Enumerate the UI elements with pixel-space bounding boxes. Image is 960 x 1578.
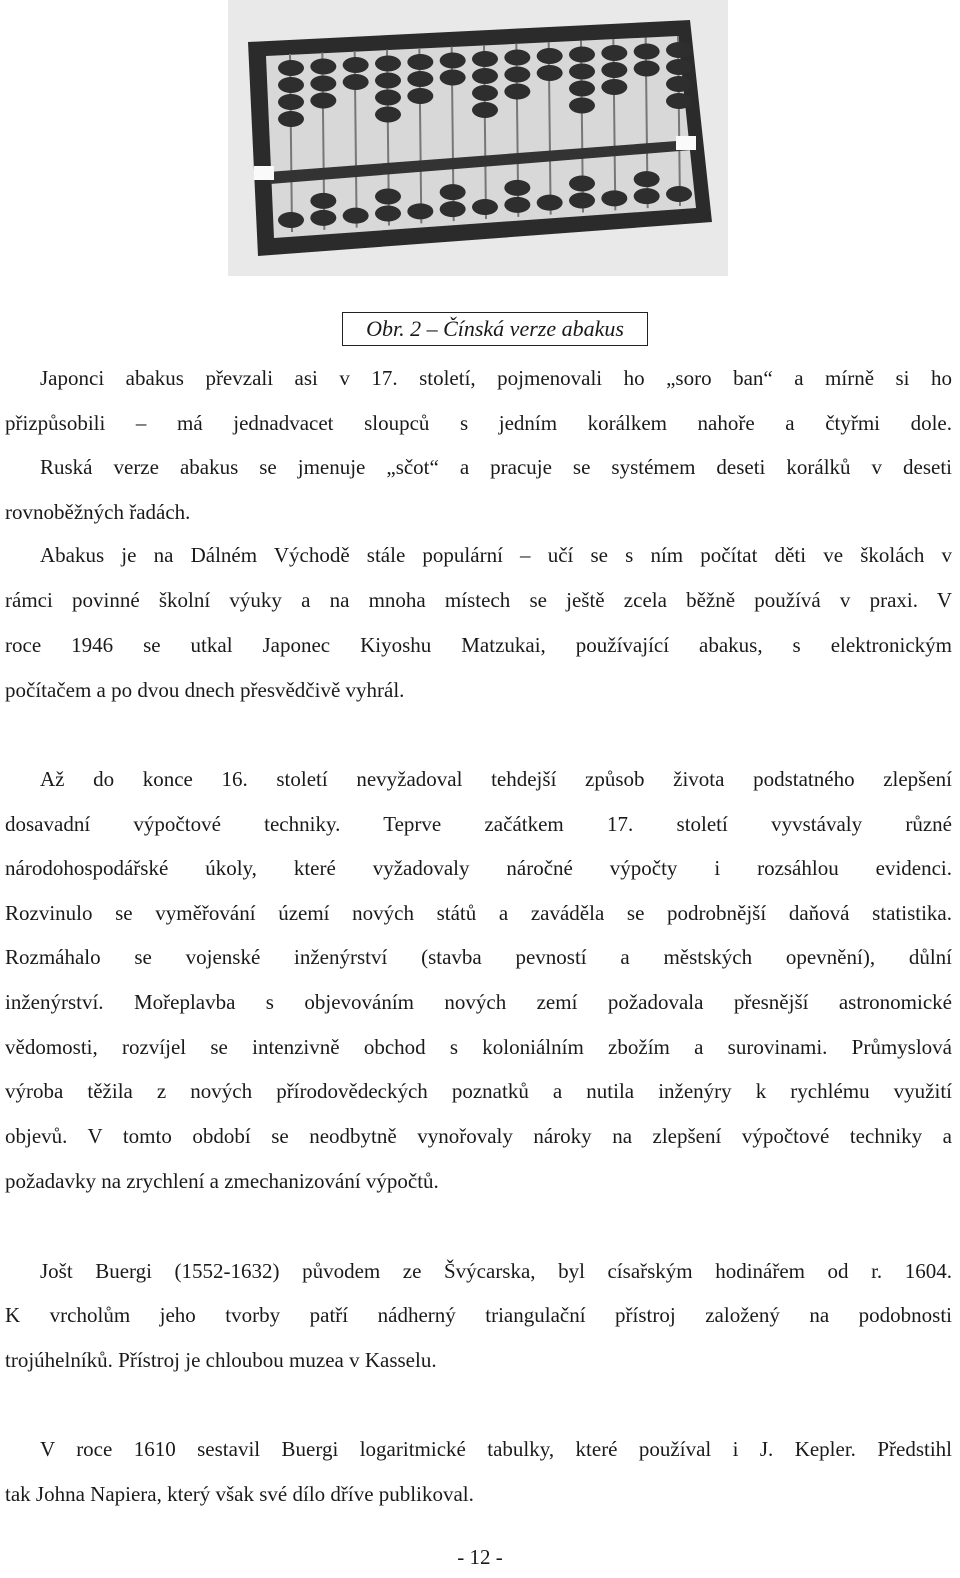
bead (407, 203, 433, 219)
text-line: inženýrství. Mořeplavba s objevováním nových zemí požadovala přesnější astronomické (5, 990, 952, 1014)
text-line: V roce 1610 sestavil Buergi logaritmické tabulky, které používal i J. Kepler. Předstihl (40, 1437, 952, 1461)
bead (440, 184, 466, 200)
bead (375, 107, 401, 123)
bead (440, 70, 466, 86)
text-line: objevů. V tomto období se neodbytně vynořovaly nároky na zlepšení výpočtové techniky a (5, 1124, 952, 1148)
text-line: vědomosti, rozvíjel se intenzivně obchod s koloniálním zbožím a surovinami. Průmyslová (5, 1035, 952, 1059)
bead (375, 73, 401, 89)
bead (472, 199, 498, 215)
bead (375, 189, 401, 205)
bead (569, 193, 595, 209)
bead (537, 65, 563, 81)
bead (407, 71, 433, 87)
bead (375, 56, 401, 72)
bead (634, 44, 660, 60)
bead (504, 180, 530, 196)
bead (472, 68, 498, 84)
text-line: požadavky na zrychlení a zmechanizování výpočtů. (5, 1169, 439, 1193)
text-line: národohospodářské úkoly, které vyžadovaly náročné výpočty i rozsáhlou evidenci. (5, 856, 952, 880)
bead (601, 62, 627, 78)
bead (634, 171, 660, 187)
bead (504, 84, 530, 100)
bead (310, 59, 336, 75)
bead (666, 42, 692, 58)
bead (504, 197, 530, 213)
bead (440, 53, 466, 69)
bead (407, 54, 433, 70)
bead (504, 50, 530, 66)
text-line: výroba těžila z nových přírodovědeckých poznatků a nutila inženýry k rychlému využití (5, 1079, 952, 1103)
figure-caption-box (342, 312, 648, 346)
abacus-illustration (228, 0, 728, 276)
text-line: dosavadní výpočtové techniky. Teprve začátkem 17. století vyvstávaly různé (5, 812, 952, 836)
bead (601, 79, 627, 95)
text-line: Až do konce 16. století nevyžadoval tehdejší způsob života podstatného zlepšení (40, 767, 952, 791)
bead (375, 206, 401, 222)
bead (569, 98, 595, 114)
text-line: rámci povinné školní výuky a na mnoha místech se ještě zcela běžně používá v praxi. V (5, 588, 952, 612)
bead (569, 47, 595, 63)
bead (278, 60, 304, 76)
text-line: roce 1946 se utkal Japonec Kiyoshu Matzukai, používající abakus, s elektronickým (5, 633, 952, 657)
text-line: rovnoběžných řadách. (5, 500, 191, 524)
text-line: K vrcholům jeho tvorby patří nádherný triangulační přístroj založený na podobnosti (5, 1303, 952, 1327)
text-line: Rozvinulo se vyměřování území nových států a zaváděla se podrobnější daňová statistika. (5, 901, 952, 925)
bead (440, 201, 466, 217)
text-line: počítačem a po dvou dnech přesvědčivě vyhrál. (5, 678, 405, 702)
text-line: Jošt Buergi (1552-1632) původem ze Švýcarska, byl císařským hodinářem od r. 1604. (40, 1259, 952, 1283)
text-line: Ruská verze abakus se jmenuje „sčot“ a pracuje se systémem deseti korálků v deseti (40, 455, 952, 479)
bead (310, 76, 336, 92)
bead (472, 102, 498, 118)
bead (375, 90, 401, 106)
bead (310, 93, 336, 109)
text-line: Abakus je na Dálném Východě stále populární – učí se s ním počítat děti ve školách v (40, 543, 952, 567)
bead (343, 208, 369, 224)
bead (537, 48, 563, 64)
bead (569, 64, 595, 80)
bead (601, 190, 627, 206)
bead (310, 210, 336, 226)
page-number: - 12 - (457, 1545, 503, 1569)
bead (569, 176, 595, 192)
bead (666, 76, 692, 92)
bead (278, 111, 304, 127)
text-line: tak Johna Napiera, který však své dílo dříve publikoval. (5, 1482, 474, 1506)
abacus-photo (228, 0, 728, 276)
bead (666, 59, 692, 75)
figure-caption: Obr. 2 – Čínská verze abakus (366, 316, 624, 341)
text-line: Rozmáhalo se vojenské inženýrství (stavba pevností a městských opevnění), důlní (5, 945, 952, 969)
bead (278, 77, 304, 93)
bead (343, 57, 369, 73)
bead (504, 67, 530, 83)
bead (634, 188, 660, 204)
bead (601, 45, 627, 61)
bead (472, 85, 498, 101)
text-line: trojúhelníků. Přístroj je chloubou muzea v Kasselu. (5, 1348, 437, 1372)
bead (666, 93, 692, 109)
bead (472, 51, 498, 67)
bead (537, 195, 563, 211)
bead (634, 61, 660, 77)
bead (278, 94, 304, 110)
bead (666, 186, 692, 202)
bead (407, 88, 433, 104)
bead (278, 212, 304, 228)
bead (343, 74, 369, 90)
text-line: přizpůsobili – má jednadvacet sloupců s jedním korálkem nahoře a čtyřmi dole. (5, 411, 952, 435)
text-line: Japonci abakus převzali asi v 17. století, pojmenovali ho „soro ban“ a mírně si ho (40, 366, 952, 390)
bead (569, 81, 595, 97)
bead (310, 193, 336, 209)
